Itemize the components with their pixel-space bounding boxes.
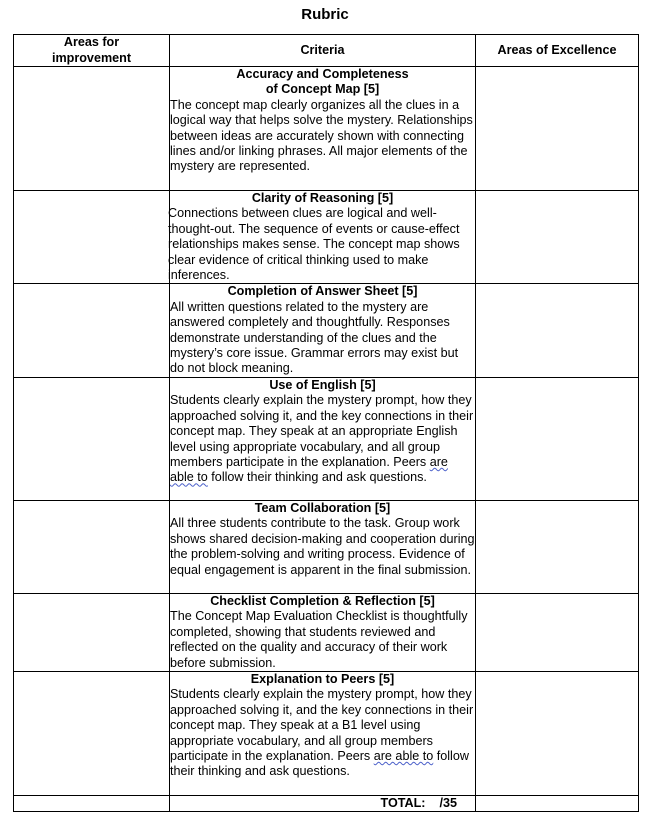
improvement-cell[interactable] (14, 191, 170, 284)
table-row (14, 377, 639, 500)
improvement-cell[interactable] (14, 284, 170, 377)
grammar-underline: are able to (373, 748, 434, 763)
table-row (14, 67, 639, 191)
criteria-cell (170, 284, 476, 377)
excellence-cell[interactable] (476, 191, 639, 284)
criteria-cell (170, 671, 476, 795)
criteria-description: All written questions related to the mystery are answered completely and thoughtfully. Responses demonstrate understanding of the clues and the mystery’s core issue. Grammar errors may exist but do not block meaning. (170, 299, 459, 376)
improvement-cell[interactable] (14, 795, 170, 811)
header-areas-for-improvement: Areas for improvement (14, 35, 170, 67)
improvement-cell[interactable] (14, 377, 170, 500)
criteria-heading: Use of English [5] (269, 377, 376, 392)
improvement-cell[interactable] (14, 593, 170, 671)
improvement-cell[interactable] (14, 671, 170, 795)
criteria-description: Students clearly explain the mystery prompt, how they approached solving it, and the key connections in their concept map. They speak at an appropriate English level using appropriate vocabulary, and all group members participate in the explanation. Peers are able to follow their thinking and ask questions. (170, 393, 474, 485)
excellence-cell[interactable] (476, 500, 639, 593)
criteria-heading: Completion of Answer Sheet [5] (227, 284, 418, 299)
excellence-cell[interactable] (476, 67, 639, 191)
table-row (14, 671, 639, 795)
page-title: Rubric (301, 6, 349, 23)
table-row (14, 500, 639, 593)
table-row (14, 593, 639, 671)
grammar-underline: are able to (170, 454, 448, 485)
header-row (14, 35, 639, 67)
improvement-cell[interactable] (14, 67, 170, 191)
improvement-cell[interactable] (14, 500, 170, 593)
criteria-heading: Checklist Completion & Reflection [5] (210, 593, 435, 608)
table-row (14, 284, 639, 377)
excellence-cell[interactable] (476, 593, 639, 671)
excellence-cell[interactable] (476, 795, 639, 811)
criteria-cell (170, 377, 476, 500)
criteria-description: The concept map clearly organizes all the clues in a logical way that helps solve the mystery. Relationships between ideas are accurately shown with connecting lines and/or linking phrases. All major elements of the mystery are represented. (170, 97, 473, 174)
criteria-cell (170, 500, 476, 593)
rubric-table (13, 34, 639, 812)
excellence-cell[interactable] (476, 284, 639, 377)
total-row (14, 795, 639, 811)
criteria-heading: Accuracy and Completeness of Concept Map [5] (236, 67, 409, 97)
criteria-heading: Team Collaboration [5] (254, 500, 391, 515)
criteria-description: The Concept Map Evaluation Checklist is thoughtfully completed, showing that students reviewed and reflected on the quality and accuracy of their work before submission. (170, 609, 468, 670)
criteria-cell (170, 67, 476, 191)
criteria-description: Students clearly explain the mystery prompt, how they approached solving it, and the key connections in their concept map. They speak at a B1 level using appropriate vocabulary, and all group members participate in the explanation. Peers are able to follow their thinking and ask questions. (170, 687, 474, 779)
criteria-description: All three students contribute to the task. Group work shows shared decision-making and cooperation during the problem-solving and writing process. Evidence of equal engagement is apparent in the final submission. (170, 516, 475, 577)
header-criteria: Criteria (170, 35, 476, 67)
total-label: TOTAL: /35 (170, 795, 476, 811)
criteria-heading: Explanation to Peers [5] (250, 671, 395, 686)
table-row (14, 191, 639, 284)
criteria-cell (170, 191, 476, 284)
criteria-description: Connections between clues are logical and well-thought-out. The sequence of events or cause-effect relationships makes sense. The concept map shows clear evidence of critical thinking used to make inferences. (168, 206, 460, 283)
criteria-cell (170, 593, 476, 671)
criteria-heading: Clarity of Reasoning [5] (251, 191, 394, 205)
header-areas-of-excellence: Areas of Excellence (476, 35, 639, 67)
excellence-cell[interactable] (476, 671, 639, 795)
excellence-cell[interactable] (476, 377, 639, 500)
